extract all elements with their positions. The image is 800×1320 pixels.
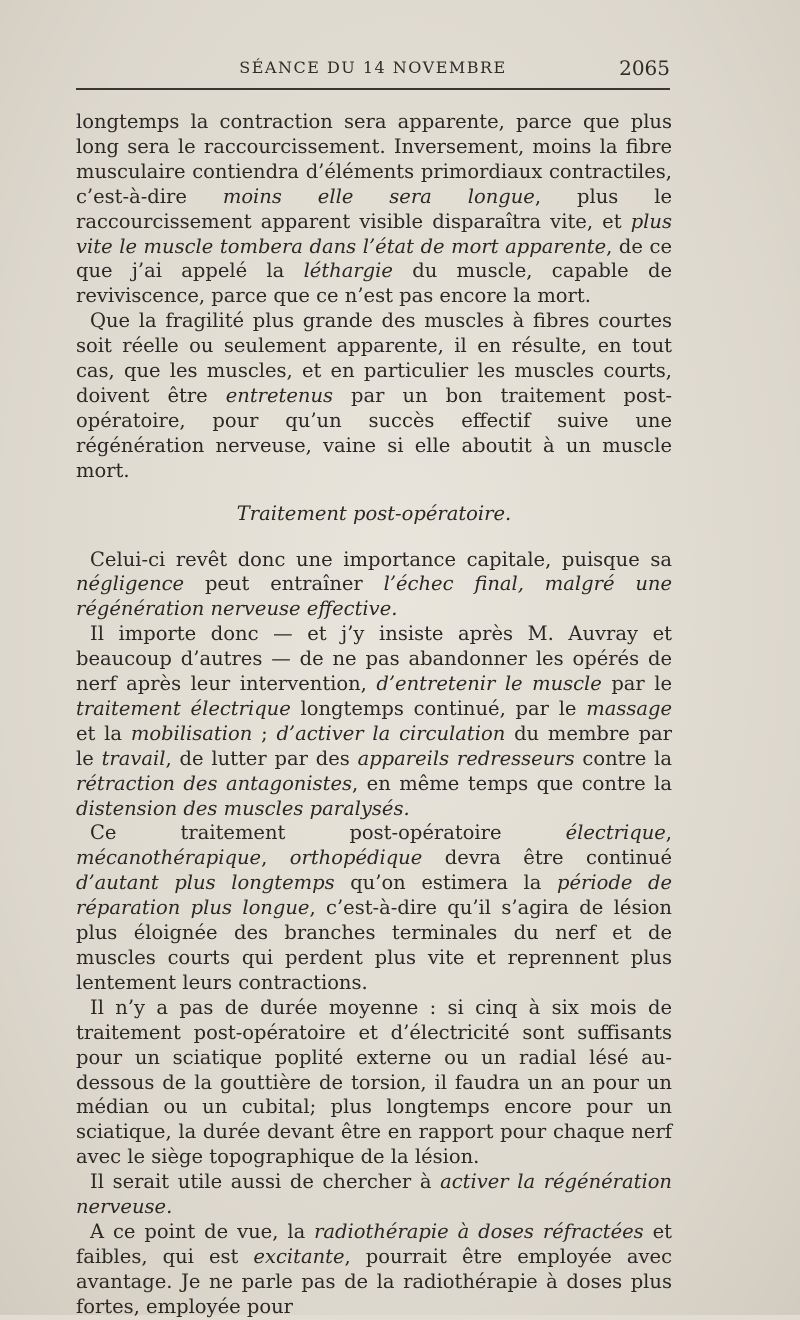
italic-text: négligence <box>76 572 185 596</box>
italic-text: d’autant plus longtemps <box>76 871 335 895</box>
paragraph <box>76 110 672 309</box>
italic-text: Traitement post-opératoire. <box>236 501 512 525</box>
text-run: Que la fragilité plus grande des muscles à fibres courtes soit réelle ou seulement apparente, il en résulte, en tout cas, que les muscles, et en particulier les muscles courts, doivent être <box>76 309 672 407</box>
text-run: , <box>665 821 672 845</box>
italic-text: d’activer la circulation <box>276 721 506 745</box>
italic-text: plus vite le muscle tombera dans l’état de mort apparente <box>76 209 672 258</box>
page-number: 2065 <box>619 56 670 80</box>
paragraph <box>76 548 672 623</box>
text-run: qu’on estimera la <box>334 871 558 895</box>
text-run: longtemps continué, par le <box>290 696 587 720</box>
text-run: , pourrait être employée avec avantage. Je ne parle pas de la radiothérapie à doses plus fortes, employée pour <box>76 1244 672 1318</box>
body-text <box>76 110 672 1320</box>
paragraph <box>76 1220 672 1320</box>
text-run: , en même temps que contre la <box>352 771 672 795</box>
italic-text: excitante <box>253 1244 345 1268</box>
paragraph <box>76 996 672 1170</box>
italic-text: radiothérapie à doses réfractées <box>314 1219 644 1243</box>
italic-text: orthopédique <box>289 846 423 870</box>
italic-text: entretenus <box>225 383 334 407</box>
italic-text: léthargie <box>303 259 393 283</box>
text-run: A ce point de vue, la <box>90 1219 315 1243</box>
section-title <box>76 502 672 527</box>
italic-text: appareils redresseurs <box>357 746 575 770</box>
text-run: Ce traitement post-opératoire <box>90 821 566 845</box>
text-run: Il serait utile aussi de chercher à <box>90 1170 441 1194</box>
italic-text: l’échec final, malgré une régénération nerveuse effective. <box>76 572 672 621</box>
text-run: Celui-ci revêt donc une importance capitale, puisque sa <box>90 547 672 571</box>
text-run: , <box>261 846 290 870</box>
text-run: et la <box>76 721 131 745</box>
text-run: Il n’y a pas de durée moyenne : si cinq à six mois de traitement post-opératoire et d’électricité sont suffisants pour un sciatique poplité externe ou un radial lésé au-dessous de la gouttière de torsion, il faudra un an pour un médian ou un cubital; plus longtemps encore pour un sciatique, la durée devant être en rapport pour chaque nerf avec le siège topographique de la lésion. <box>76 995 672 1169</box>
italic-text: distension des muscles paralysés. <box>76 796 410 820</box>
text-run: par un bon traitement post-opératoire, pour qu’un succès effectif suive une régénération nerveuse, vaine si elle aboutit à un muscle mort. <box>76 383 672 482</box>
text-run: , de lutter par des <box>165 746 358 770</box>
text-run: , plus le raccourcissement apparent visible disparaîtra vite, et <box>76 184 672 233</box>
text-run: , c’est-à-dire qu’il s’agira de lésion plus éloignée des branches terminales du nerf et de muscles courts qui perdent plus vite et reprennent plus lentement leurs contractions. <box>76 896 672 994</box>
italic-text: mobilisation <box>130 721 253 745</box>
text-run: par le <box>601 672 673 696</box>
paragraph <box>76 622 672 821</box>
italic-text: activer la régénération nerveuse. <box>76 1170 672 1219</box>
italic-text: moins elle sera longue <box>222 184 535 208</box>
text-run: longtemps la contraction sera apparente, parce que plus long sera le raccourcissement. Inversement, moins la fibre musculaire contiendra d’éléments primordiaux contractiles, c’est-à-dire <box>76 110 672 208</box>
italic-text: travail <box>101 746 166 770</box>
text-run: peut entraîner <box>184 572 384 596</box>
italic-text: rétraction des antagonistes <box>76 771 352 795</box>
italic-text: massage <box>586 696 672 720</box>
text-run: Il importe donc — et j’y insiste après M. Auvray et beaucoup d’autres — de ne pas abandonner les opérés de nerf après leur intervention, <box>76 622 672 696</box>
paragraph <box>76 1170 672 1220</box>
page-header <box>76 48 670 90</box>
text-run: , de ce que j’ai appelé la <box>76 234 672 283</box>
text-run: du muscle, capable de reviviscence, parce que ce n’est pas encore la mort. <box>76 259 672 308</box>
paragraph <box>76 309 672 483</box>
italic-text: mécanothérapique <box>76 846 262 870</box>
paragraph <box>76 821 672 995</box>
text-run: contre la <box>574 746 672 770</box>
text-run: devra être continué <box>422 846 672 870</box>
running-head: SÉANCE DU 14 NOVEMBRE <box>239 58 507 77</box>
italic-text: électrique <box>565 821 666 845</box>
text-run: ; <box>252 721 277 745</box>
italic-text: d’entretenir le muscle <box>376 672 602 696</box>
italic-text: traitement électrique <box>76 696 291 720</box>
text-run: du membre par le <box>76 721 673 770</box>
italic-text: période de réparation plus longue <box>76 871 672 920</box>
text-run: et faibles, qui est <box>76 1219 672 1268</box>
